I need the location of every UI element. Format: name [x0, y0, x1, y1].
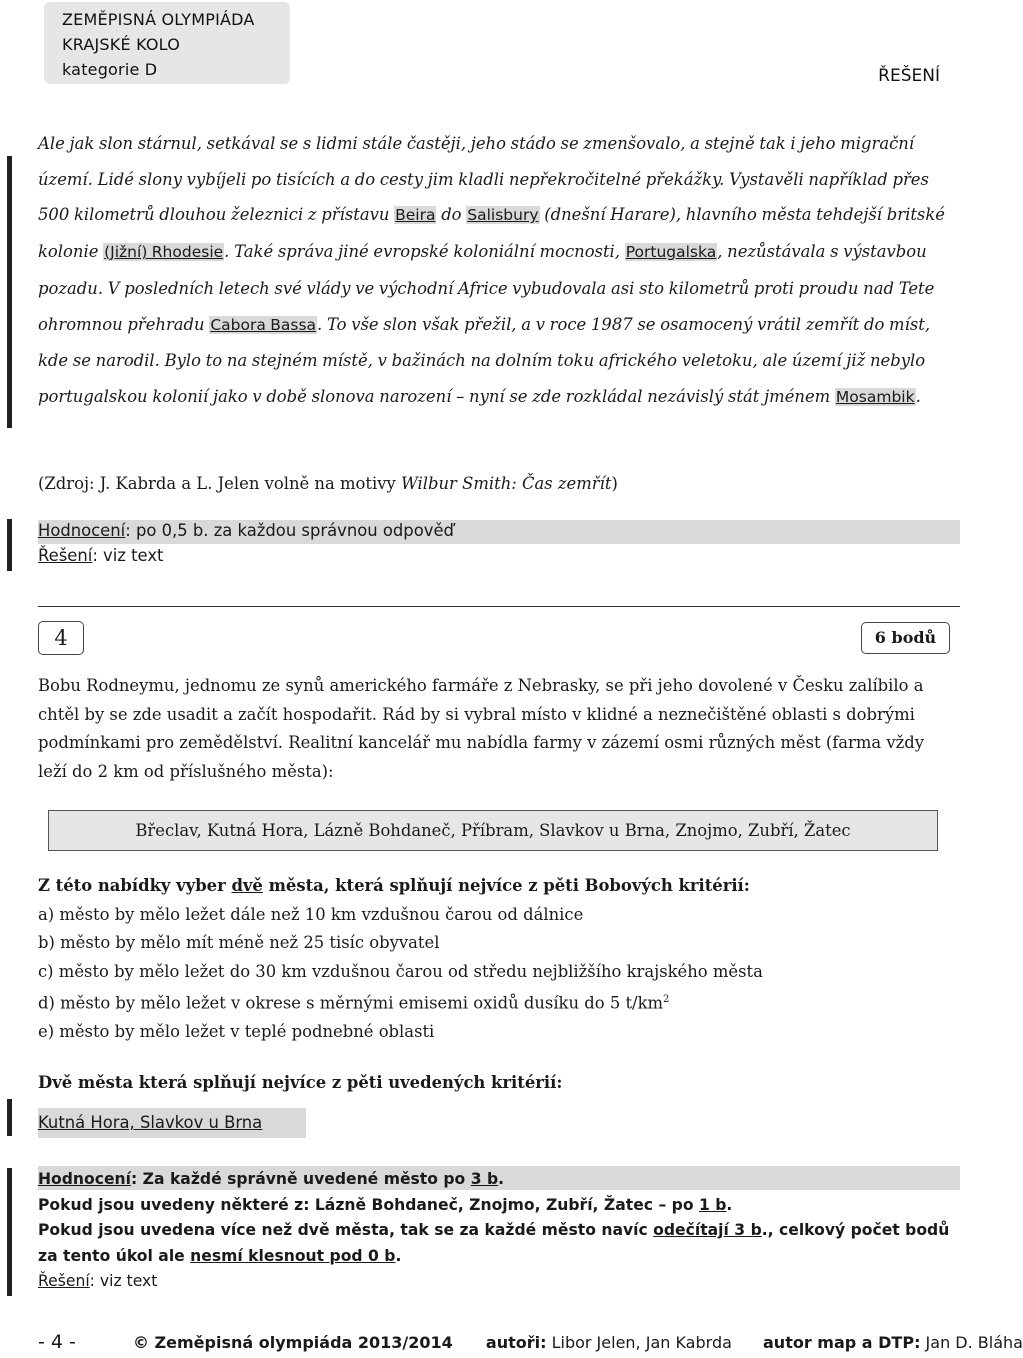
task-points: 6 bodů [861, 622, 950, 654]
criteria-block [38, 872, 950, 1047]
answer-portugalska: Portugalska [625, 243, 717, 262]
footer-copyright: © Zeměpisná olympiáda 2013/2014 [132, 1333, 453, 1352]
answer-beira: Beira [395, 206, 436, 225]
header-box [44, 2, 290, 84]
header-category: kategorie D [62, 60, 158, 79]
footer-dtp-label: autor map a DTP: [763, 1333, 921, 1352]
task-intro: Bobu Rodneymu, jednomu ze synů amerického farmáře z Nebrasky, se při jeho dovolené v Česku zalíbilo a chtěl by se zde usadit a začít hospodařit. Rád by si vybral místo v klidné a neznečištěné oblasti s dobrými podmínkami pro zemědělství. Realitní kancelář mu nabídla farmy v zázemí osmi různých měst (farma vždy leží do 2 km od příslušného města): [38, 676, 925, 781]
eval-block: Hodnocení: Za každé správně uvedené město po 3 b. Pokud jsou uvedeny některé z: Lázně Bohdaneč, Znojmo, Zubří, Žatec – po 1 b. Pokud jsou uvedena více než dvě města, tak se za každé město navíc odečítají 3 b., celkový počet bodů za tento úkol ale nesmí klesnout pod 0 b. Řešení: viz text [38, 1170, 950, 1291]
side-bar [7, 156, 12, 428]
story-paragraph: Ale jak slon stárnul, setkával se s lidmi stále častěji, jeho stádo se zmenšovalo, a stejně tak i jeho migrační území. Lidé slony vybíjeli po tisících a do cesty jim kladli nepřekročitelné překážky. Vystavěli například přes 500 kilometrů dlouhou železnici z přístavu Beira do Salisbury (dnešní Harare), hlavního města tehdejší britské kolonie (Jižní) Rhodesie. Také správa jiné evropské koloniální mocnosti, Portugalska, nezůstávala s výstavbou pozadu. V posledních letech své vlády ve východní Africe vybudovala asi sto kilometrů proti proudu nad Tete ohromnou přehradu Cabora Bassa. To vše slon však přežil, a v roce 1987 se osamocený vrátil zemřít do míst, kde se narodil. Bylo to na stejném místě, v bažinách na dolním toku afrického veletoku, ale území již nebylo portugalskou kolonií jako v době slonova narození – nyní se zde rozkládal nezávislý stát jménem Mosambik. [38, 134, 945, 406]
criterion-e: e) město by mělo ležet v teplé podnebné oblasti [38, 1022, 435, 1042]
eval-line: Hodnocení: po 0,5 b. za každou správnou odpověď [38, 521, 454, 540]
answer-rhodesie: (Jižní) Rhodesie [104, 243, 224, 262]
criterion-d: d) město by mělo ležet v okrese s měrnými emisemi oxidů dusíku do 5 $t/km^2$ [38, 993, 670, 1013]
header-solution-label: ŘEŠENÍ [878, 66, 940, 86]
side-bar [7, 519, 12, 571]
answer-cabora-bassa: Cabora Bassa [210, 315, 317, 334]
header-title: ZEMĚPISNÁ OLYMPIÁDA [62, 10, 255, 29]
criterion-a: a) město by mělo ležet dále než 10 km vzdušnou čarou od dálnice [38, 904, 584, 924]
task-divider [38, 606, 960, 607]
answer-mosambik: Mosambik [835, 387, 915, 406]
solution-line: Řešení: viz text [38, 546, 164, 565]
answer-box: Kutná Hora, Slavkov u Brna [38, 1108, 306, 1138]
answer-salisbury: Salisbury [467, 206, 539, 225]
footer [38, 1331, 1023, 1353]
cities-list: Břeclav, Kutná Hora, Lázně Bohdaneč, Příbram, Slavkov u Brna, Znojmo, Zubří, Žatec [48, 810, 938, 851]
footer-dtp: Jan D. Bláha [920, 1333, 1023, 1352]
side-bar [7, 1168, 12, 1296]
criterion-b: b) město by mělo mít méně než 25 tisíc obyvatel [38, 933, 440, 953]
task-question: Z této nabídky vyber dvě města, která splňují nejvíce z pěti Bobových kritérií: [38, 876, 750, 895]
footer-authors-label: autoři: [485, 1333, 547, 1352]
side-bar [7, 1099, 12, 1136]
criterion-c: c) město by mělo ležet do 30 km vzdušnou čarou od středu nejbližšího krajského města [38, 961, 763, 981]
footer-authors: Libor Jelen, Jan Kabrda [546, 1333, 732, 1352]
header-round: KRAJSKÉ KOLO [62, 35, 181, 54]
task-number: 4 [38, 621, 84, 655]
answer-title: Dvě města která splňují nejvíce z pěti uvedených kritérií: [38, 1073, 563, 1092]
source-citation: (Zdroj: J. Kabrda a L. Jelen volně na motivy Wilbur Smith: Čas zemřít) [38, 474, 618, 493]
page-number: - 4 - [38, 1331, 76, 1353]
